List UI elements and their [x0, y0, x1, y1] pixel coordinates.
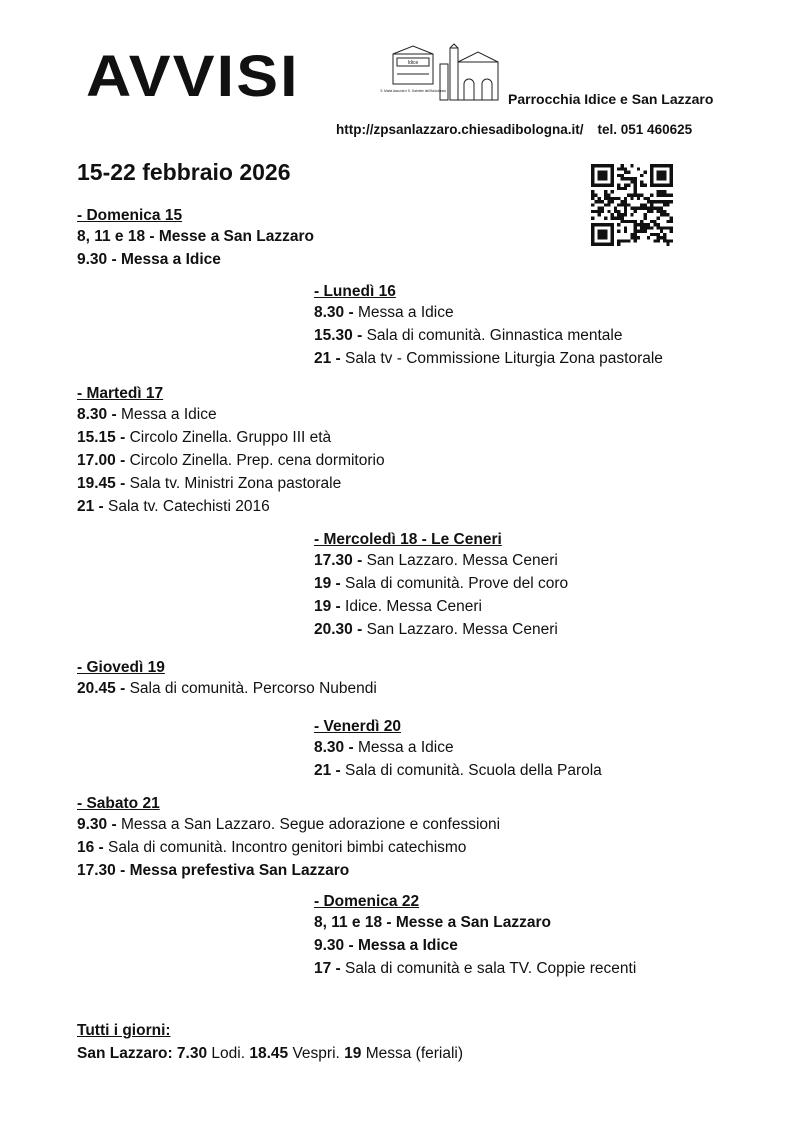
contact-line: [336, 122, 692, 137]
day-heading: - Venerdì 20: [314, 718, 402, 735]
logo-text-2: S. Maria Assunta e S. Gabriele dell'Addolorata: [380, 89, 446, 93]
list-item: 9.30 - Messa a Idice: [314, 937, 458, 954]
list-item: 17.30 - Messa prefestiva San Lazzaro: [77, 862, 350, 879]
day-domenica-22: [314, 890, 636, 980]
list-item: 15.15 - Circolo Zinella. Gruppo III età: [77, 429, 332, 446]
day-heading: - Giovedì 19: [77, 659, 165, 676]
website-link[interactable]: http://zpsanlazzaro.chiesadibologna.it/: [336, 122, 584, 137]
list-item: 17.00 - Circolo Zinella. Prep. cena dormitorio: [77, 452, 385, 469]
list-item: 8.30 - Messa a Idice: [77, 406, 217, 423]
list-item: 9.30 - Messa a San Lazzaro. Segue adorazione e confessioni: [77, 816, 501, 833]
list-item: 8.30 - Messa a Idice: [314, 739, 454, 756]
daily-heading: Tutti i giorni:: [77, 1022, 171, 1039]
page-title: AVVISI: [86, 44, 300, 109]
list-item: 8, 11 e 18 - Messe a San Lazzaro: [314, 914, 551, 931]
day-martedi-17: [77, 382, 385, 518]
list-item: 19 - Sala di comunità. Prove del coro: [314, 575, 569, 592]
day-lunedi-16: [314, 280, 663, 370]
day-venerdi-20: [314, 715, 602, 782]
list-item: 19 - Idice. Messa Ceneri: [314, 598, 483, 615]
list-item: 21 - Sala tv. Catechisti 2016: [77, 498, 270, 515]
list-item: 15.30 - Sala di comunità. Ginnastica mentale: [314, 327, 623, 344]
list-item: 16 - Sala di comunità. Incontro genitori bimbi catechismo: [77, 839, 467, 856]
day-heading: - Lunedì 16: [314, 283, 396, 300]
daily-schedule: [77, 1019, 463, 1066]
list-item: 21 - Sala tv - Commissione Liturgia Zona pastorale: [314, 350, 663, 367]
list-item: 8.30 - Messa a Idice: [314, 304, 454, 321]
parish-name: Parrocchia Idice e San Lazzaro: [508, 91, 714, 107]
day-heading: - Martedì 17: [77, 385, 164, 402]
day-heading: - Domenica 22: [314, 893, 420, 910]
logo-text-1: Idice: [407, 60, 419, 66]
day-giovedi-19: [77, 656, 377, 700]
list-item: 20.45 - Sala di comunità. Percorso Nubendi: [77, 680, 377, 697]
day-heading: - Mercoledì 18 - Le Ceneri: [314, 531, 502, 548]
day-domenica-15: [77, 204, 314, 271]
list-item: 21 - Sala di comunità. Scuola della Parola: [314, 762, 602, 779]
qr-code-icon[interactable]: [591, 164, 673, 246]
list-item: 19.45 - Sala tv. Ministri Zona pastorale: [77, 475, 342, 492]
parish-logo: [380, 44, 502, 104]
list-item: 9.30 - Messa a Idice: [77, 251, 221, 268]
day-sabato-21: [77, 792, 500, 882]
list-item: 20.30 - San Lazzaro. Messa Ceneri: [314, 621, 558, 638]
daily-line: San Lazzaro: 7.30 Lodi. 18.45 Vespri. 19 Messa (feriali): [77, 1045, 464, 1063]
day-mercoledi-18: [314, 528, 568, 641]
phone-number: tel. 051 460625: [597, 122, 693, 137]
week-range: 15-22 febbraio 2026: [77, 159, 291, 185]
list-item: 17.30 - San Lazzaro. Messa Ceneri: [314, 552, 558, 569]
day-heading: - Domenica 15: [77, 207, 183, 224]
day-heading: - Sabato 21: [77, 795, 160, 812]
list-item: 8, 11 e 18 - Messe a San Lazzaro: [77, 228, 314, 245]
list-item: 17 - Sala di comunità e sala TV. Coppie recenti: [314, 960, 637, 977]
